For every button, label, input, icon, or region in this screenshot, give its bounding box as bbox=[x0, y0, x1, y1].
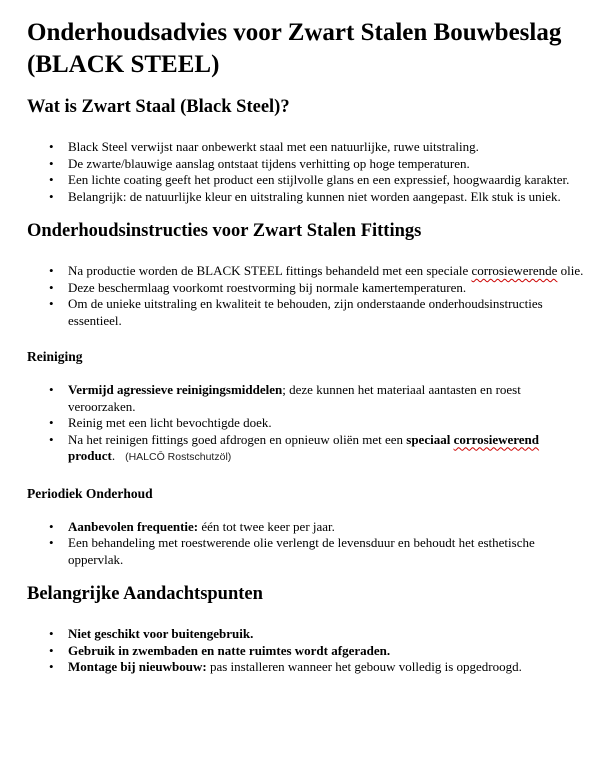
bullet-item bbox=[27, 432, 584, 466]
text-run: . bbox=[111, 448, 116, 463]
document-title: Onderhoudsadvies voor Zwart Stalen Bouwbeslag (BLACK STEEL) bbox=[27, 19, 562, 78]
text-run: één tot twee keer per jaar. bbox=[198, 518, 335, 534]
text-run: Reinig met een licht bevochtigde doek. bbox=[68, 415, 272, 430]
bullet-item bbox=[27, 280, 584, 297]
text-run: Een behandeling met roestwerende olie verlengt de levensduur en behoudt het esthetische oppervlak. bbox=[68, 535, 535, 567]
spellcheck-run: corrosiewerende bbox=[471, 263, 558, 278]
section-heading-belangrijke-aandachtspunten: Belangrijke Aandachtspunten bbox=[27, 584, 263, 604]
text-run: Na productie worden de BLACK STEEL fittings behandeld met een speciale bbox=[68, 263, 472, 278]
bold-run: Niet geschikt voor buitengebruik. bbox=[68, 626, 254, 641]
bullet-list-reiniging bbox=[27, 382, 584, 466]
text-run: Deze beschermlaag voorkomt roestvorming bij normale kamertemperaturen. bbox=[68, 279, 467, 295]
bullet-item bbox=[27, 535, 584, 568]
text-run: Black Steel verwijst naar onbewerkt staal met een natuurlijke, ruwe uitstraling. bbox=[68, 139, 479, 154]
bullet-item bbox=[27, 643, 584, 660]
bullet-item bbox=[27, 189, 584, 206]
bold-run: product bbox=[68, 448, 112, 463]
section-heading-reiniging: Reiniging bbox=[27, 349, 83, 364]
bullet-item bbox=[27, 382, 584, 415]
text-run: ; deze kunnen het materiaal aantasten en roest veroorzaken. bbox=[68, 382, 521, 414]
text-run: Een lichte coating geeft het product een stijlvolle glans en een expressief, hoogwaardig karakter. bbox=[68, 172, 570, 187]
bullet-item bbox=[27, 172, 584, 189]
bold-run: speciaal bbox=[406, 431, 454, 447]
bullet-item bbox=[27, 659, 584, 676]
bullet-list-onderhoudsinstructies bbox=[27, 263, 584, 329]
bullet-item bbox=[27, 263, 584, 280]
text-run: olie. bbox=[557, 263, 584, 278]
bullet-item bbox=[27, 156, 584, 173]
bold-run: Gebruik in zwembaden en natte ruimtes wordt afgeraden. bbox=[68, 642, 391, 658]
bullet-list-belangrijke-aandachtspunten bbox=[27, 626, 584, 676]
section-heading-wat-is-zwart-staal: Wat is Zwart Staal (Black Steel)? bbox=[27, 97, 290, 117]
bullet-item bbox=[27, 626, 584, 643]
bold-run: Montage bij nieuwbouw: bbox=[68, 659, 207, 674]
bullet-item bbox=[27, 519, 584, 536]
bullet-item bbox=[27, 296, 584, 329]
text-run: Om de unieke uitstraling en kwaliteit te behouden, zijn onderstaande onderhoudsinstructies essentieel. bbox=[68, 296, 543, 328]
bullet-list-periodiek-onderhoud bbox=[27, 519, 584, 569]
text-run: pas installeren wanneer het gebouw volledig is opgedroogd. bbox=[206, 659, 522, 674]
bold-run: Vermijd agressieve reinigingsmiddelen bbox=[68, 382, 283, 397]
document-sections bbox=[27, 95, 584, 676]
section-heading-periodiek-onderhoud: Periodiek Onderhoud bbox=[27, 485, 153, 501]
bullet-item bbox=[27, 139, 584, 156]
spellcheck-run: corrosiewerend bbox=[453, 431, 540, 447]
text-run: Belangrijk: de natuurlijke kleur en uitstraling kunnen niet worden aangepast. Elk stuk is uniek. bbox=[68, 188, 561, 204]
note-run: (HALCŌ Rostschutzöl) bbox=[125, 451, 232, 463]
bold-run: Aanbevolen frequentie: bbox=[68, 518, 199, 534]
bullet-list-wat-is-zwart-staal bbox=[27, 139, 584, 205]
section-heading-onderhoudsinstructies: Onderhoudsinstructies voor Zwart Stalen Fittings bbox=[27, 221, 422, 241]
text-run: Na het reinigen fittings goed afdrogen en opnieuw oliën met een bbox=[68, 431, 407, 447]
bullet-item bbox=[27, 415, 584, 432]
text-run: De zwarte/blauwige aanslag ontstaat tijdens verhitting op hoge temperaturen. bbox=[68, 155, 470, 171]
